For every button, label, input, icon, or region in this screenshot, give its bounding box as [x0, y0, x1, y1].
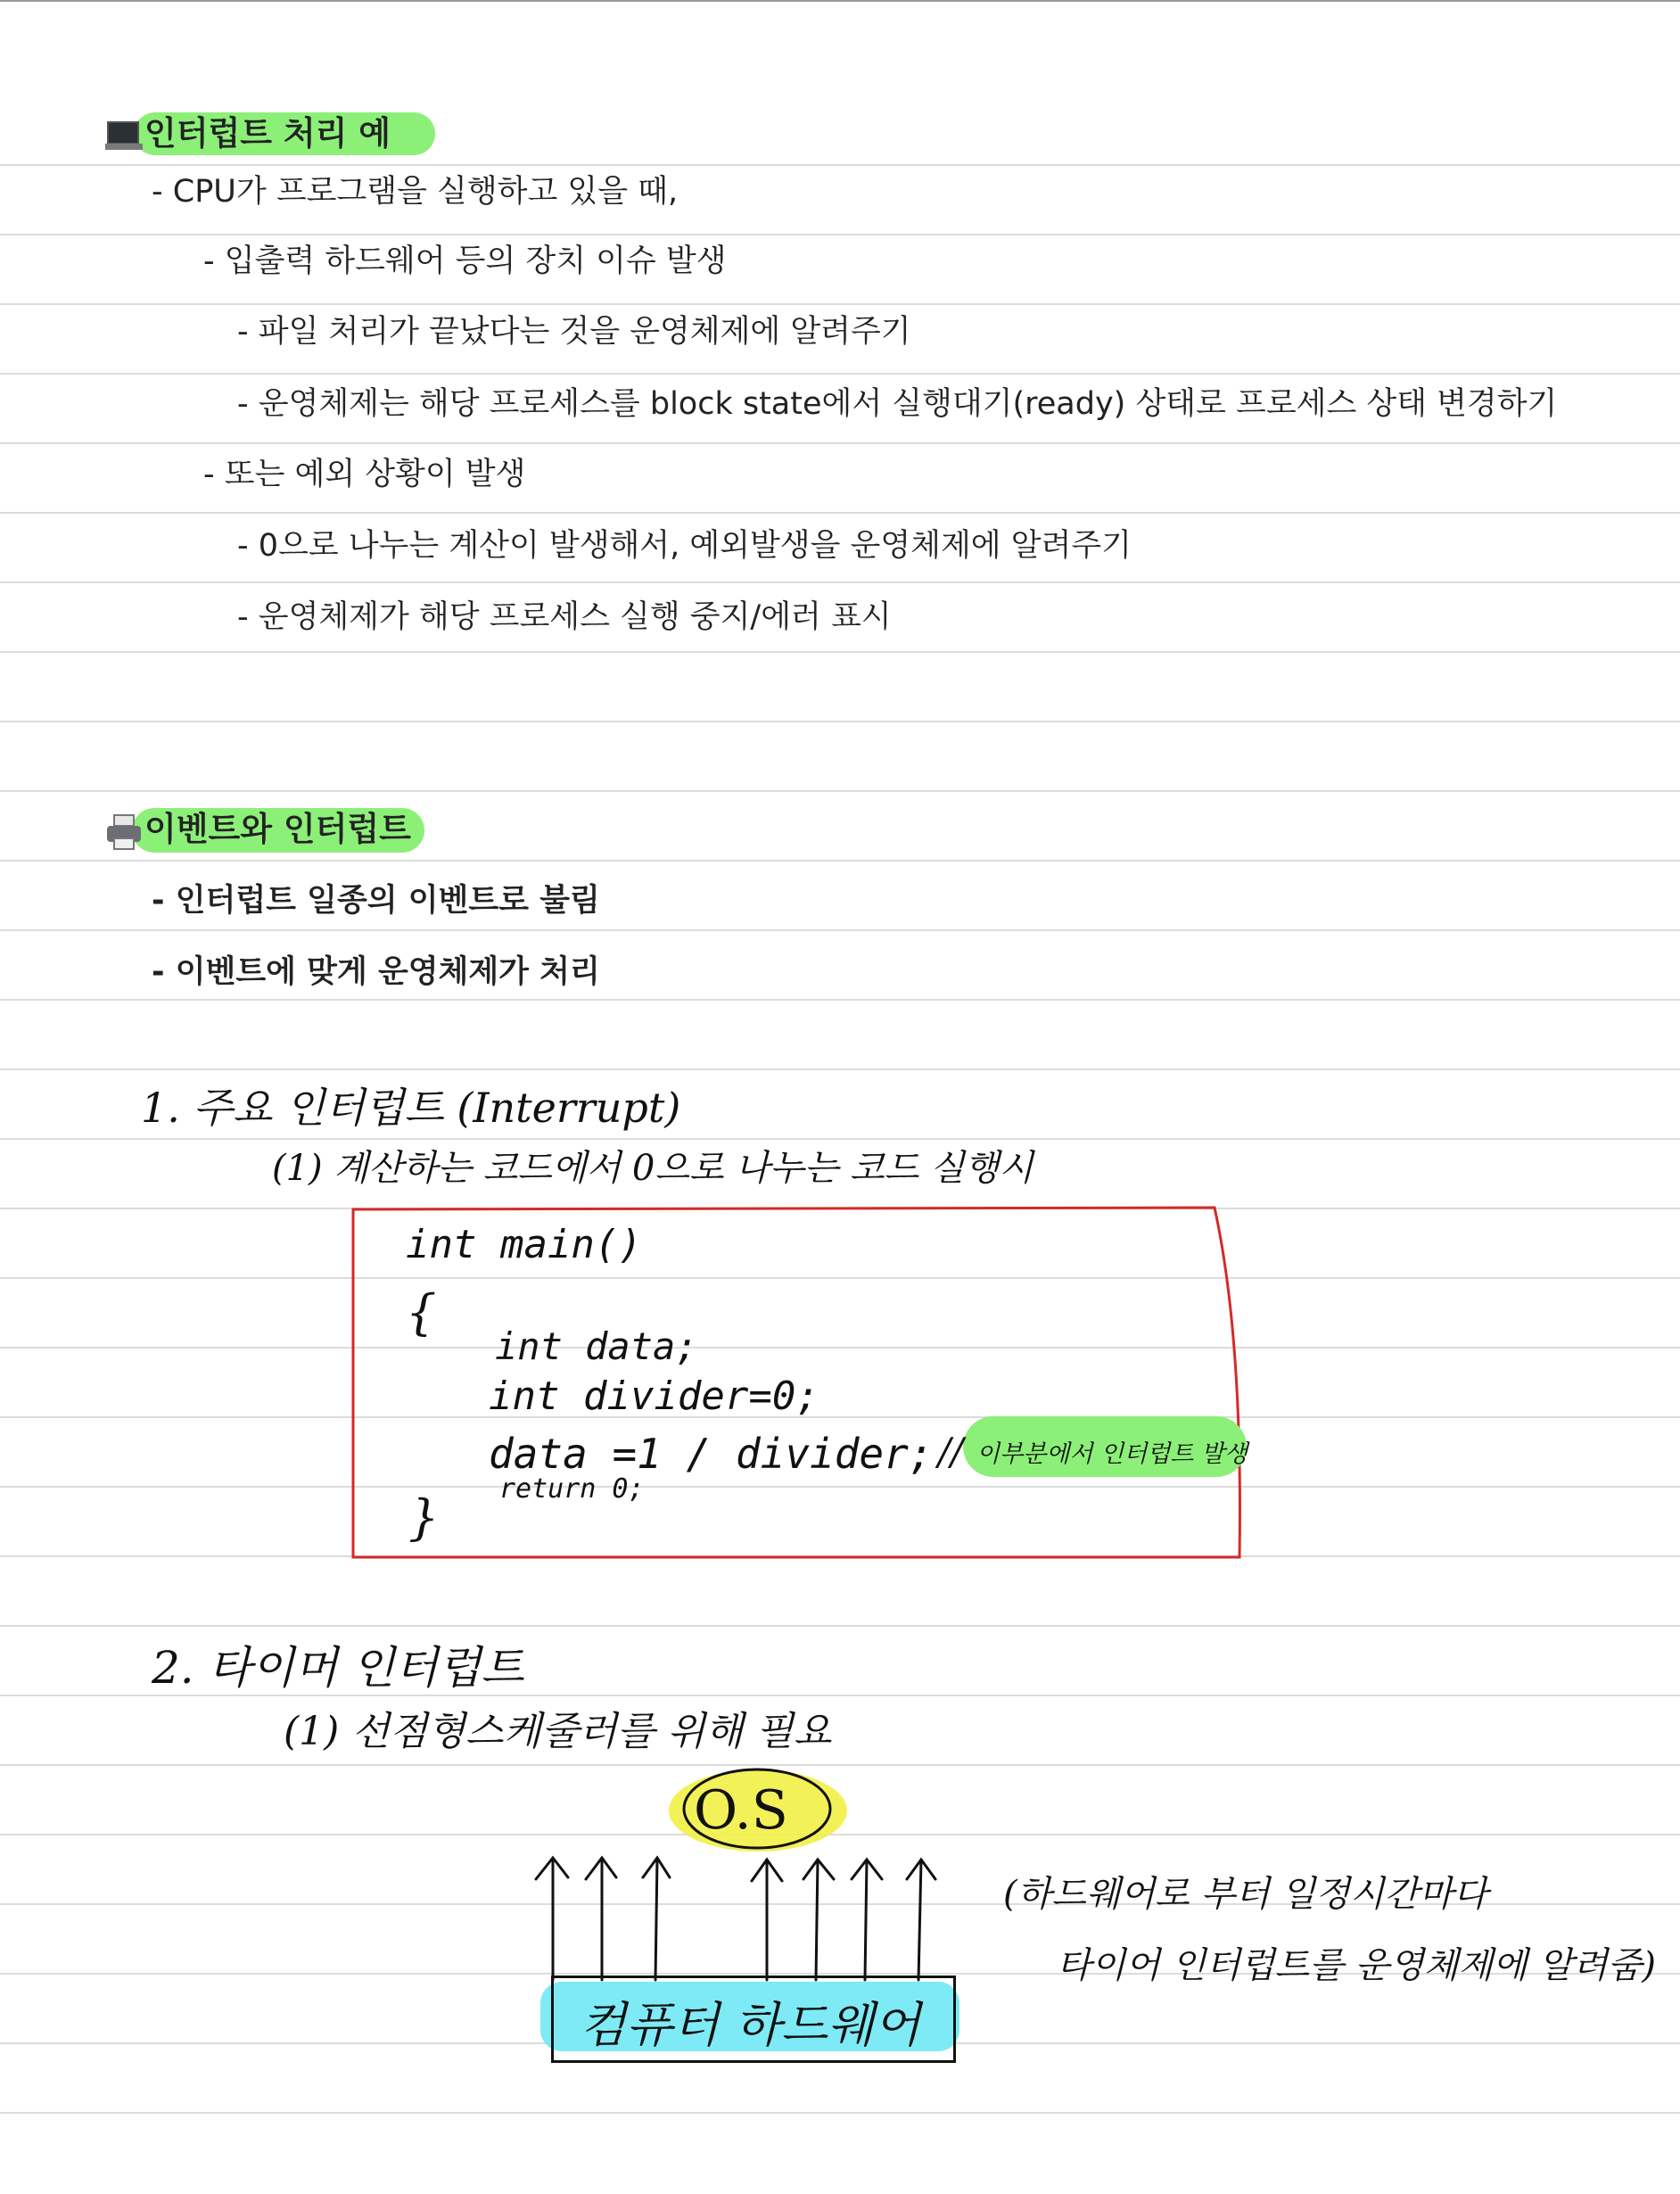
- list-item: - CPU가 프로그램을 실행하고 있을 때,: [152, 174, 679, 210]
- code-line: int data;: [495, 1324, 698, 1368]
- arrow-up-icon: [522, 1851, 959, 1984]
- side-note: (하드웨어로 부터 일정시간마다: [1003, 1874, 1488, 1915]
- section-title: 이벤트와 인터럽트: [144, 810, 411, 848]
- code-comment: 이부분에서 인터럽트 발생: [976, 1440, 1248, 1468]
- list-item: - 입출력 하드웨어 등의 장치 이슈 발생: [203, 243, 727, 279]
- printer-icon: [105, 813, 143, 851]
- list-item: - 또는 예외 상황이 발생: [203, 457, 526, 492]
- code-line: return 0;: [499, 1473, 645, 1505]
- side-note: 타이어 인터럽트를 운영체제에 알려줌): [1057, 1945, 1656, 1986]
- code-line: int main(): [406, 1222, 642, 1267]
- code-line: {: [406, 1284, 437, 1340]
- handwritten-heading: 2. 타이머 인터럽트: [152, 1642, 524, 1694]
- code-line: data =1 / divider;: [489, 1430, 934, 1478]
- handwritten-subheading: (1) 계산하는 코드에서 0으로 나누는 코드 실행시: [272, 1148, 1034, 1189]
- list-item: - 운영체제가 해당 프로세스 실행 중지/에러 표시: [237, 599, 892, 635]
- handwritten-subheading: (1) 선점형스케줄러를 위해 필요: [284, 1709, 832, 1754]
- list-item: - 파일 처리가 끝났다는 것을 운영체제에 알려주기: [237, 314, 911, 350]
- section-title: 인터럽트 처리 예: [144, 114, 391, 153]
- os-label: O.S: [694, 1779, 788, 1842]
- list-item: - 이벤트에 맞게 운영체제가 처리: [152, 954, 600, 990]
- code-comment-slashes: //: [938, 1430, 964, 1473]
- list-item: - 인터럽트 일종의 이벤트로 불림: [152, 883, 600, 919]
- laptop-icon: [105, 120, 143, 153]
- code-line: }: [408, 1489, 440, 1546]
- hardware-label: 컴퓨터 하드웨어: [580, 1997, 921, 2053]
- handwritten-heading: 1. 주요 인터럽트 (Interrupt): [141, 1084, 681, 1132]
- code-line: int divider=0;: [489, 1373, 819, 1419]
- list-item: - 운영체제는 해당 프로세스를 block state에서 실행대기(ready) 상태로 프로세스 상태 변경하기: [237, 386, 1558, 422]
- list-item: - 0으로 나누는 계산이 발생해서, 예외발생을 운영체제에 알려주기: [237, 528, 1132, 564]
